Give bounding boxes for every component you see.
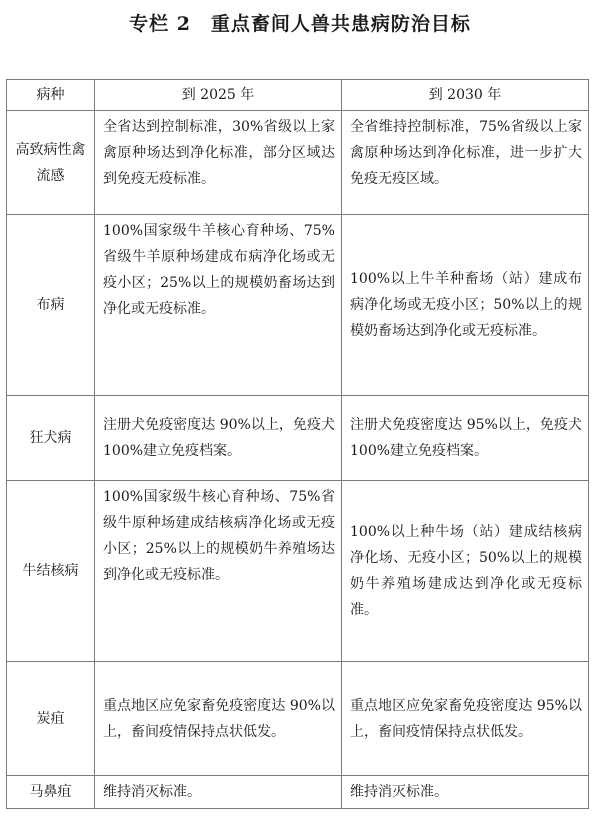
page-title: 专栏 2 重点畜间人兽共患病防治目标: [129, 13, 471, 35]
table-row: [7, 662, 589, 776]
goal-2025: 100%国家级牛核心育种场、75%省级牛原种场建成结核病净化场或无疫小区；25%以上的规模奶牛养殖场达到净化或无疫标准。: [95, 481, 342, 662]
goal-2030: 维持消灭标准。: [342, 776, 589, 809]
goal-2025: 注册犬免疫密度达 90%以上，免疫犬 100%建立免疫档案。: [95, 396, 342, 481]
disease-name: 炭疽: [7, 662, 95, 776]
table-row: [7, 776, 589, 809]
goal-2025: 100%国家级牛羊核心育种场、75%省级牛羊原种场建成布病净化场或无疫小区；25%以上的规模奶畜场达到净化或无疫标准。: [95, 215, 342, 396]
disease-name: 牛结核病: [7, 481, 95, 662]
goal-2030: 全省维持控制标准，75%省级以上家禽原种场达到净化标准，进一步扩大免疫无疫区域。: [342, 111, 589, 215]
table-row: [7, 111, 589, 215]
goal-2025: 维持消灭标准。: [95, 776, 342, 809]
goal-2030: 重点地区应免家畜免疫密度达 95%以上，畜间疫情保持点状低发。: [342, 662, 589, 776]
disease-name: 狂犬病: [7, 396, 95, 481]
goal-2025: 全省达到控制标准，30%省级以上家禽原种场达到净化标准，部分区域达到免疫无疫标准。: [95, 111, 342, 215]
table-row: [7, 481, 589, 662]
table-row: [7, 215, 589, 396]
header-2030: 到 2030 年: [342, 80, 589, 111]
goal-2030: 100%以上牛羊种畜场（站）建成布病净化场或无疫小区；50%以上的规模奶畜场达到净化或无疫标准。: [342, 215, 589, 396]
disease-name: 布病: [7, 215, 95, 396]
disease-name: 高致病性禽流感: [7, 111, 95, 215]
disease-name: 马鼻疽: [7, 776, 95, 809]
header-2025: 到 2025 年: [95, 80, 342, 111]
header-disease: 病种: [7, 80, 95, 111]
table-row: [7, 396, 589, 481]
goal-2030: 注册犬免疫密度达 95%以上，免疫犬 100%建立免疫档案。: [342, 396, 589, 481]
goal-2030: 100%以上种牛场（站）建成结核病净化场、无疫小区；50%以上的规模奶牛养殖场建成达到净化或无疫标准。: [342, 481, 589, 662]
table-header-row: [7, 80, 589, 111]
disease-goals-table: [6, 79, 589, 809]
goal-2025: 重点地区应免家畜免疫密度达 90%以上，畜间疫情保持点状低发。: [95, 662, 342, 776]
